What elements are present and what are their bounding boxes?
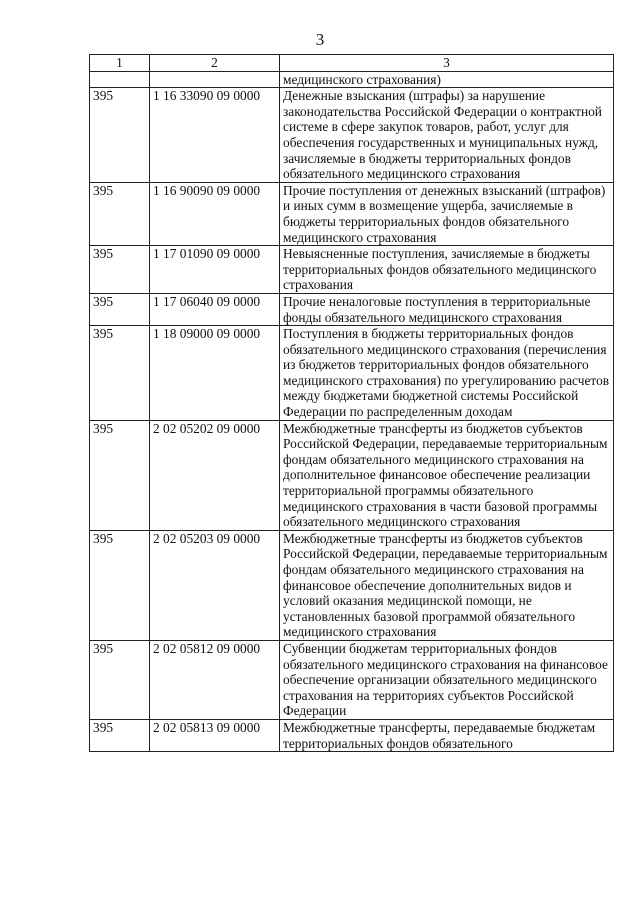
column-header-code: 2: [150, 55, 280, 72]
admin-code-cell: [90, 71, 150, 88]
table-row: [90, 293, 614, 325]
column-header-admin: 1: [90, 55, 150, 72]
table-row: [90, 246, 614, 294]
revenue-codes-table: [89, 54, 614, 752]
revenue-name-cell: Невыясненные поступления, зачисляемые в бюджеты территориальных фондов обязательного медицинского страхования: [280, 246, 614, 294]
revenue-code-cell: [150, 71, 280, 88]
admin-code-cell: 395: [90, 420, 150, 530]
revenue-name-cell: Межбюджетные трансферты из бюджетов субъектов Российской Федерации, передаваемые территориальным фондам обязательного медицинского страхования на финансовое обеспечение дополнительных видов и условий оказания медицинской помощи, не установленных базовой программой обязательного медицинского страхования: [280, 530, 614, 640]
admin-code-cell: 395: [90, 530, 150, 640]
admin-code-cell: 395: [90, 88, 150, 183]
table-row: [90, 420, 614, 530]
table-row: [90, 640, 614, 719]
revenue-name-cell: Денежные взыскания (штрафы) за нарушение законодательства Российской Федерации о контрактной системе в сфере закупок товаров, работ, услуг для обеспечения государственных и муниципальных нужд, зачисляемые в бюджеты территориальных фондов обязательного медицинского страхования: [280, 88, 614, 183]
table-row: [90, 71, 614, 88]
admin-code-cell: 395: [90, 182, 150, 245]
revenue-code-cell: 2 02 05812 09 0000: [150, 640, 280, 719]
revenue-name-cell: Поступления в бюджеты территориальных фондов обязательного медицинского страхования (перечисления из бюджетов территориальных фондов обязательного медицинского страхования) по урегулированию расчетов между бюджетами бюджетной системы Российской Федерации по распределенным доходам: [280, 326, 614, 421]
table-row: [90, 719, 614, 751]
revenue-name-cell: медицинского страхования): [280, 71, 614, 88]
revenue-code-cell: 2 02 05813 09 0000: [150, 719, 280, 751]
admin-code-cell: 395: [90, 640, 150, 719]
column-header-name: 3: [280, 55, 614, 72]
table-row: [90, 530, 614, 640]
revenue-name-cell: Межбюджетные трансферты из бюджетов субъектов Российской Федерации, передаваемые территориальным фондам обязательного медицинского страхования на дополнительное финансовое обеспечение реализации территориальной программы обязательного медицинского страхования в части базовой программы обязательного медицинского страхования: [280, 420, 614, 530]
revenue-code-cell: 1 16 33090 09 0000: [150, 88, 280, 183]
revenue-code-cell: 1 17 06040 09 0000: [150, 293, 280, 325]
admin-code-cell: 395: [90, 719, 150, 751]
admin-code-cell: 395: [90, 293, 150, 325]
admin-code-cell: 395: [90, 326, 150, 421]
table-row: [90, 88, 614, 183]
revenue-code-cell: 1 16 90090 09 0000: [150, 182, 280, 245]
revenue-name-cell: Межбюджетные трансферты, передаваемые бюджетам территориальных фондов обязательного: [280, 719, 614, 751]
revenue-code-cell: 2 02 05203 09 0000: [150, 530, 280, 640]
revenue-name-cell: Субвенции бюджетам территориальных фондов обязательного медицинского страхования на финансовое обеспечение организации обязательного медицинского страхования на территориях субъектов Российской Федерации: [280, 640, 614, 719]
table-row: [90, 182, 614, 245]
admin-code-cell: 395: [90, 246, 150, 294]
revenue-code-cell: 2 02 05202 09 0000: [150, 420, 280, 530]
revenue-name-cell: Прочие поступления от денежных взысканий (штрафов) и иных сумм в возмещение ущерба, зачисляемые в бюджеты территориальных фондов обязательного медицинского страхования: [280, 182, 614, 245]
revenue-code-cell: 1 17 01090 09 0000: [150, 246, 280, 294]
page-number: 3: [315, 30, 325, 49]
table-row: [90, 326, 614, 421]
table-header-row: [90, 55, 614, 72]
revenue-name-cell: Прочие неналоговые поступления в территориальные фонды обязательного медицинского страхования: [280, 293, 614, 325]
revenue-code-cell: 1 18 09000 09 0000: [150, 326, 280, 421]
